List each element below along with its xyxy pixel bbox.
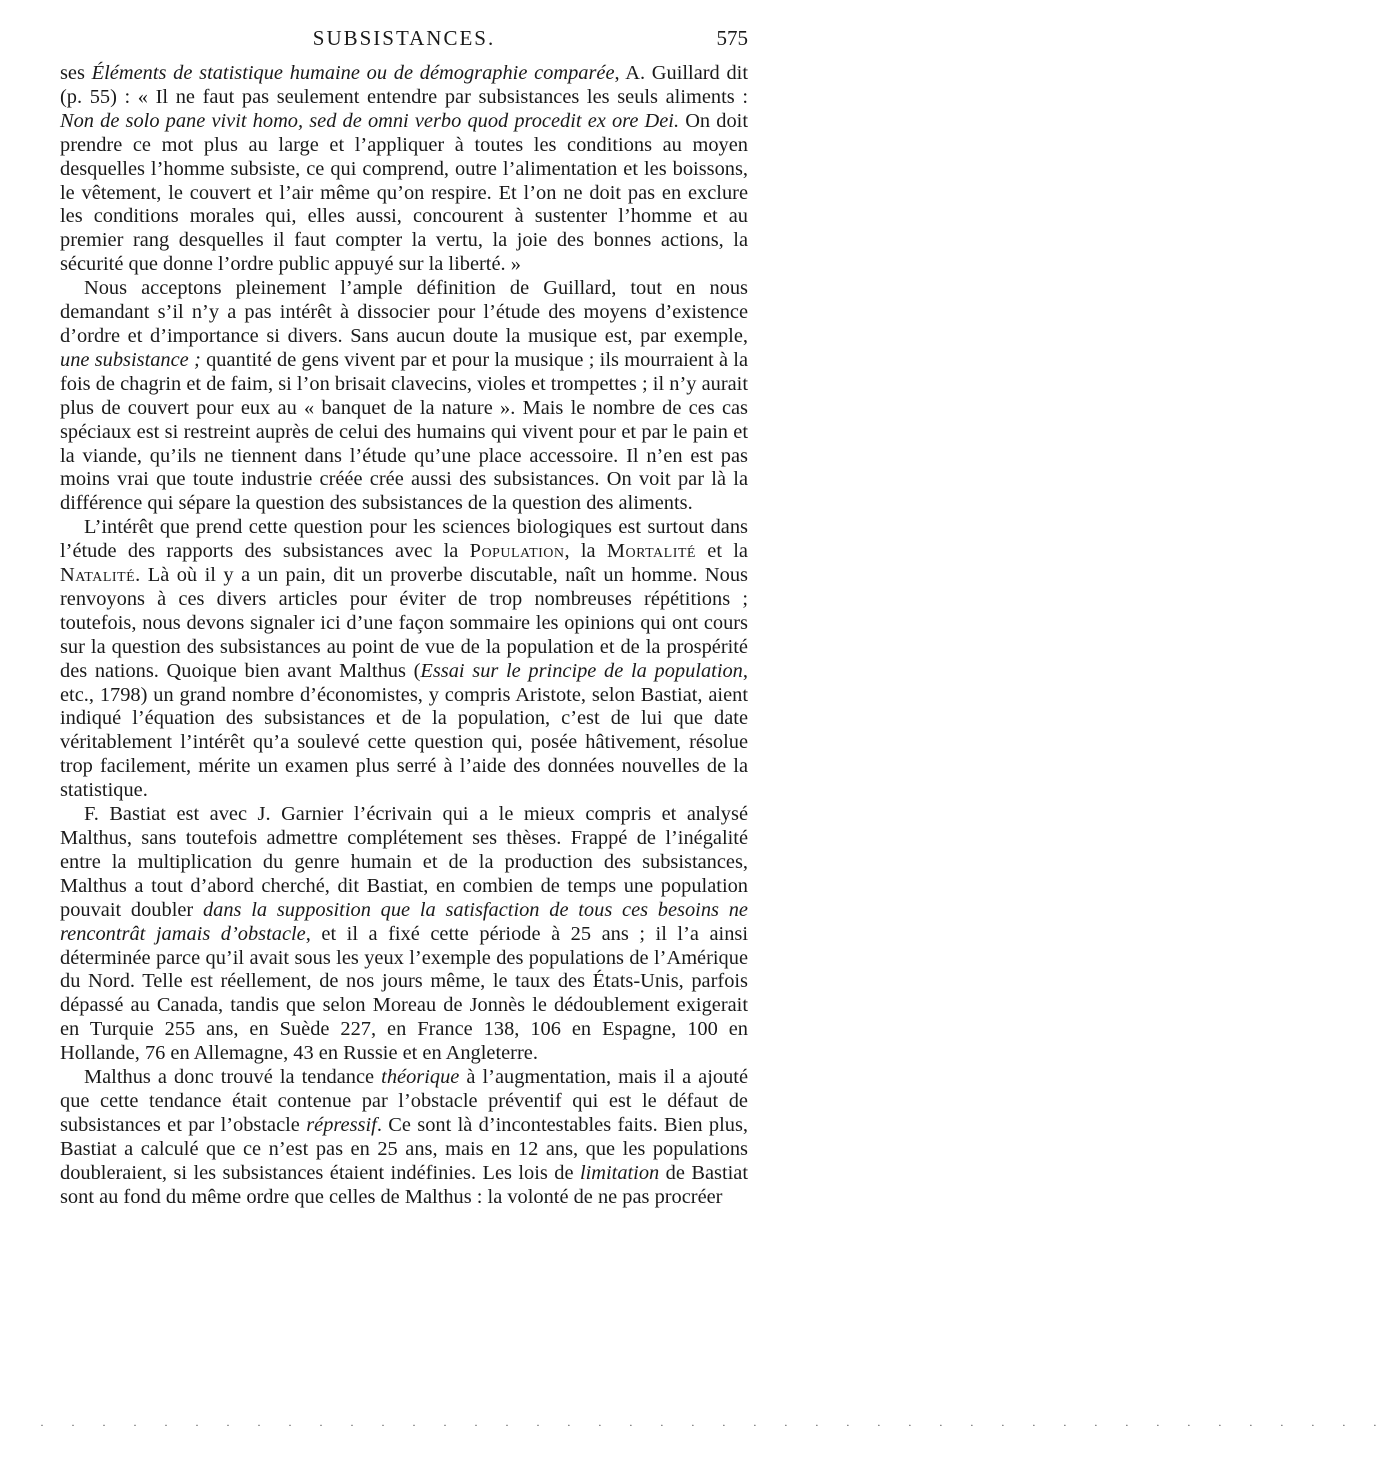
text-run: quantité de gens vivent par et pour la musique ; ils mourraient à la fois de chagrin et de faim, si l’on brisait clavecins, violes et trompettes ; il n’y aurait plus de couvert pour eux au « banquet de la nature ». Mais le nombre de ces cas spéciaux est si restreint auprès de celui des humains qui vivent pour et par le pain et la viande, qu’ils ne tiennent dans l’étude qu’une place accessoire. Il n’en est pas moins vrai que toute industrie créée crée aussi des subsistances. On voit par là la différence qui sépare la question des subsistances de la question des aliments.: [60, 348, 748, 515]
text-run: , la: [564, 540, 607, 563]
text-run: , A. Guillard dit (p. 55) : « Il ne faut pas seulement entendre par subsistances les seuls aliments :: [60, 62, 748, 108]
paragraph: [60, 1066, 748, 1209]
italic-text: limitation: [579, 1161, 660, 1184]
text-run: Nous acceptons pleinement l’ample définition de Guillard, tout en nous demandant s’il n’y a pas intérêt à dissocier pour l’étude des moyens d’existence d’ordre et d’importance si divers. Sans aucun doute la musique est, par exemple,: [60, 277, 748, 347]
text-run: à l’augmentation, mais il a ajouté que cette tendance était contenue par l’obstacle préventif qui est le défaut de subsistances et par l’obstacle: [60, 1066, 749, 1136]
italic-text: répressif: [306, 1113, 377, 1136]
small-caps-term: Natalité: [60, 564, 136, 587]
paragraph: [60, 516, 748, 803]
paragraph: [60, 277, 748, 516]
text-run: de Bastiat sont au fond du même ordre que celles de Malthus : la volonté de ne pas procréer: [60, 1161, 748, 1208]
text-run: L’intérêt que prend cette question pour les sciences biologiques est surtout dans l’étude des rapports des subsistances avec la: [60, 516, 748, 563]
italic-text: théorique: [381, 1066, 460, 1089]
scan-artifact-dots: · · · · · · · · · · · · · · · · · · · · · · · · · · · · · · · · · · · · · · · · · · · ·: [40, 1418, 1389, 1432]
running-head: [60, 0, 748, 58]
paragraph: [60, 62, 748, 277]
italic-text: une subsistance ;: [60, 348, 201, 371]
page-title: SUBSISTANCES.: [312, 26, 496, 50]
text-run: Malthus a donc trouvé la tendance: [84, 1066, 382, 1089]
text-run: et la: [696, 540, 748, 563]
small-caps-term: Mortalité: [606, 540, 696, 563]
text-run: . Là où il y a un pain, dit un proverbe discutable, naît un homme. Nous renvoyons à ces divers articles pour éviter de trop nombreuses répétitions ; toutefois, nous devons signaler ici d’une façon sommaire les opinions qui ont cours sur la question des subsistances au point de vue de la population et de la prospérité des nations. Quoique bien avant Malthus (: [60, 564, 748, 682]
text-run: F. Bastiat est avec J. Garnier l’écrivain qui a le mieux compris et analysé Malthus, sans toutefois admettre complétement ses thèses. Frappé de l’inégalité entre la multiplication du genre humain et de la production des subsistances, Malthus a tout d’abord cherché, dit Bastiat, en combien de temps une population pouvait doubler: [60, 803, 748, 921]
text-run: ses: [60, 62, 92, 84]
italic-text: Non de solo pane vivit homo, sed de omni verbo quod procedit ex ore Dei.: [60, 109, 680, 132]
italic-text: dans la supposition que la satisfaction de tous ces besoins ne rencontrât jamais d’obstacle: [60, 898, 748, 945]
text-run: , etc., 1798) un grand nombre d’économistes, y compris Aristote, selon Bastiat, aient indiqué l’équation des subsistances et de la population, c’est de lui que date véritablement l’intérêt qu’a soulevé cette question qui, posée hâtivement, résolue trop facilement, mérite un examen plus serré à l’aide des données nouvelles de la statistique.: [60, 659, 748, 802]
paragraph: [60, 803, 748, 1066]
italic-text: Éléments de statistique humaine ou de démographie comparée: [91, 62, 615, 84]
text-run: . Ce sont là d’incontestables faits. Bien plus, Bastiat a calculé que ce n’est pas en 25 ans, mais en 12 ans, que les populations doubleraient, si les subsistances étaient indéfinies. Les lois de: [60, 1113, 748, 1184]
small-caps-term: Population: [469, 540, 565, 563]
italic-text: Essai sur le principe de la population: [420, 659, 743, 682]
text-run: , et il a fixé cette période à 25 ans ; il l’a ainsi déterminée parce qu’il avait sous les yeux l’exemple des populations de l’Amérique du Nord. Telle est réellement, de nos jours même, le taux des États-Unis, parfois dépassé au Canada, tandis que selon Moreau de Jonnès le dédoublement exigerait en Turquie 255 ans, en Suède 227, en France 138, 106 en Espagne, 100 en Hollande, 76 en Allemagne, 43 en Russie et en Angleterre.: [60, 922, 748, 1065]
text-run: On doit prendre ce mot plus au large et l’appliquer à toutes les conditions au moyen desquelles l’homme subsiste, ce qui comprend, outre l’alimentation et les boissons, le vêtement, le couvert et l’air même qu’on respire. Et l’on ne doit pas en exclure les conditions morales qui, elles aussi, concourent à sustenter l’homme et au premier rang desquelles il faut compter la vertu, la joie des bonnes actions, la sécurité que donne l’ordre public appuyé sur la liberté. »: [60, 109, 748, 276]
page-number: 575: [716, 26, 748, 50]
body-text: [60, 62, 748, 1210]
